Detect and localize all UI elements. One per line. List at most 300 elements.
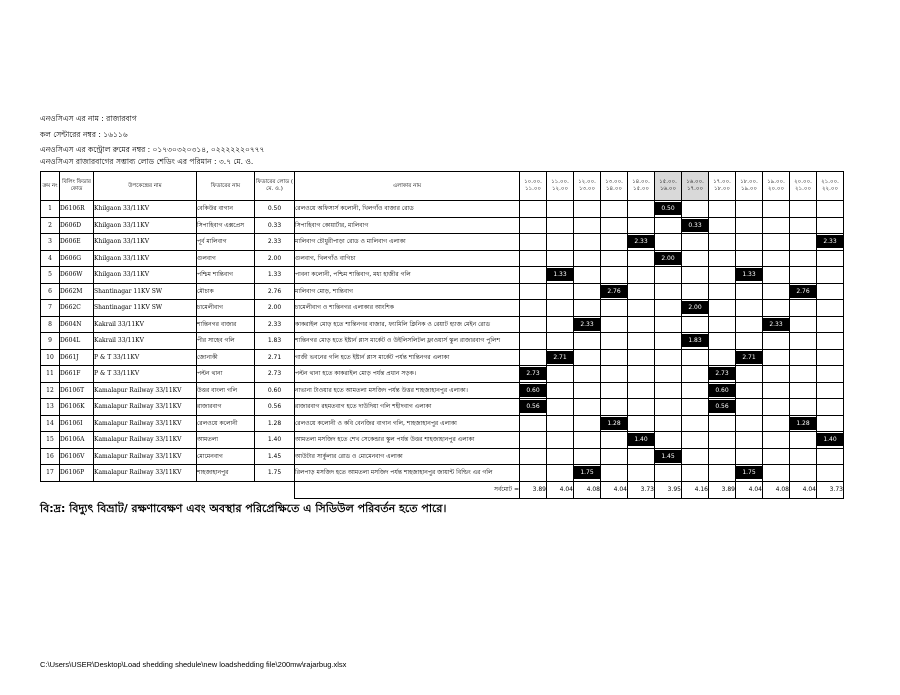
time-slot-cell <box>817 267 844 284</box>
header-time-slot <box>763 172 790 201</box>
header-time-slot <box>628 172 655 201</box>
time-slot-cell <box>763 349 790 366</box>
time-slot-cell <box>763 415 790 432</box>
time-slot-cell <box>790 316 817 333</box>
header-feeder-name: ফিডারের নাম <box>197 172 255 201</box>
time-slot-cell <box>817 250 844 267</box>
time-slot-cell <box>736 399 763 416</box>
area-cell: রাজারবাগ রহমতবাগ হতে দাউদিয়া গলি শহীদবাগ এলাকা <box>295 399 520 416</box>
time-slot-cell <box>574 382 601 399</box>
feeder-load-cell: 2.73 <box>255 366 295 383</box>
time-slot-cell <box>682 465 709 482</box>
time-slot-cell <box>763 283 790 300</box>
time-slot-cell <box>520 333 547 350</box>
serial-cell: 16 <box>41 448 60 465</box>
time-slot-cell <box>817 448 844 465</box>
total-label: সর্বমোট = <box>295 481 520 498</box>
feeder-load-cell: 0.50 <box>255 201 295 218</box>
feeder-code-cell: D6106V <box>60 448 94 465</box>
serial-cell: 3 <box>41 234 60 251</box>
area-cell: নাভানা টাওয়ার হতে আমতলা মসজিদ পর্যন্ত উত্তর শাহজাহানপুর এলাকা। <box>295 382 520 399</box>
substation-cell: Khilgaon 33/11KV <box>94 201 197 218</box>
substation-cell: Kakrail 33/11KV <box>94 316 197 333</box>
time-slot-cell <box>574 465 601 482</box>
time-slot-cell <box>628 415 655 432</box>
time-slot-cell <box>709 201 736 218</box>
time-slot-cell <box>574 267 601 284</box>
time-slot-cell <box>601 316 628 333</box>
time-slot-cell <box>763 201 790 218</box>
shedding-mark: 1.75 <box>574 466 600 479</box>
time-slot-cell <box>574 316 601 333</box>
feeder-name-cell: মোমেনবাগ <box>197 448 255 465</box>
feeder-load-cell: 2.71 <box>255 349 295 366</box>
serial-cell: 17 <box>41 465 60 482</box>
time-slot-cell <box>655 465 682 482</box>
shedding-mark: 1.45 <box>655 450 681 463</box>
header-time-slot <box>709 172 736 201</box>
shedding-mark: 0.50 <box>655 202 681 215</box>
feeder-name-cell: গুলবাগ <box>197 250 255 267</box>
feeder-load-cell: 2.00 <box>255 250 295 267</box>
substation-cell: Khilgaon 33/11KV <box>94 267 197 284</box>
total-value-cell: 4.08 <box>763 481 790 498</box>
shedding-mark: 1.28 <box>601 417 627 430</box>
time-slot-cell <box>628 382 655 399</box>
time-slot-cell <box>736 432 763 449</box>
time-slot-cell <box>709 432 736 449</box>
time-slot-cell <box>628 283 655 300</box>
substation-cell: Kamalapur Railway 33/11KV <box>94 448 197 465</box>
time-slot-cell <box>574 201 601 218</box>
time-slot-cell <box>601 399 628 416</box>
time-slot-cell <box>763 382 790 399</box>
header-feeder-code: বিলিং ফিডার কোড <box>60 172 94 201</box>
time-slot-cell <box>790 250 817 267</box>
shedding-mark: 2.33 <box>817 235 843 248</box>
feeder-code-cell: D6106K <box>60 399 94 416</box>
call-center-line: কল সেন্টারের নম্বর : ১৬১১৬ <box>40 130 128 139</box>
feeder-code-cell: D662C <box>60 300 94 317</box>
time-slot-cell <box>628 399 655 416</box>
shedding-mark: 2.00 <box>655 252 681 265</box>
time-slot-end: ১৮.০০ <box>713 186 731 192</box>
expected-loadshedding-line: এনওসিএস রাজারবাগের সম্ভাব্য লোড শেডিং এর পরিমান : ৩.৭ মে. ও. <box>40 157 254 166</box>
time-slot-cell <box>520 267 547 284</box>
time-slot-cell <box>520 217 547 234</box>
feeder-load-cell: 1.28 <box>255 415 295 432</box>
feeder-load-cell: 2.76 <box>255 283 295 300</box>
feeder-code-cell: D6106A <box>60 432 94 449</box>
time-slot-cell <box>628 366 655 383</box>
nocs-name-line: এনওসিএস এর নাম : রাজারবাগ <box>40 114 137 123</box>
time-slot-cell <box>520 201 547 218</box>
time-slot-cell <box>655 349 682 366</box>
schedule-change-note: বি:দ্র: বিদ্যুৎ বিভ্রাট/ রক্ষণাবেক্ষণ এবং অবস্থার পরিপ্রেক্ষিতে এ সিডিউল পরিবর্তন হতে পারে। <box>40 502 447 515</box>
time-slot-start: ১০.০০. <box>524 179 542 185</box>
substation-cell: Shantinagar 11KV SW <box>94 300 197 317</box>
time-slot-cell <box>574 250 601 267</box>
time-slot-cell <box>682 366 709 383</box>
substation-cell: Kamalapur Railway 33/11KV <box>94 465 197 482</box>
time-slot-cell <box>628 316 655 333</box>
time-slot-cell <box>520 382 547 399</box>
feeder-load-cell: 1.75 <box>255 465 295 482</box>
shedding-mark: 2.71 <box>736 351 762 364</box>
time-slot-cell <box>655 415 682 432</box>
time-slot-cell <box>709 217 736 234</box>
table-body <box>41 201 844 499</box>
time-slot-cell <box>736 300 763 317</box>
substation-cell: Khilgaon 33/11KV <box>94 217 197 234</box>
time-slot-cell <box>547 316 574 333</box>
time-slot-end: ১৬.০০ <box>659 186 677 192</box>
feeder-name-cell: রেলওয়ে কলোনী <box>197 415 255 432</box>
substation-cell: Khilgaon 33/11KV <box>94 234 197 251</box>
time-slot-cell <box>520 300 547 317</box>
time-slot-start: ২০.০০. <box>794 179 812 185</box>
time-slot-cell <box>817 382 844 399</box>
feeder-load-cell: 0.33 <box>255 217 295 234</box>
header-feeder-load: ফিডারের লোড ( মে. ও.) <box>255 172 295 201</box>
time-slot-cell <box>709 283 736 300</box>
shedding-mark: 0.60 <box>709 384 735 397</box>
time-slot-cell <box>601 267 628 284</box>
shedding-mark: 0.56 <box>709 400 735 413</box>
time-slot-cell <box>601 366 628 383</box>
time-slot-cell <box>628 201 655 218</box>
serial-cell: 6 <box>41 283 60 300</box>
serial-cell: 9 <box>41 333 60 350</box>
header-time-slot <box>574 172 601 201</box>
header-time-slot <box>601 172 628 201</box>
time-slot-cell <box>790 267 817 284</box>
header-area: এলাকার নাম <box>295 172 520 201</box>
time-slot-cell <box>817 316 844 333</box>
time-slot-cell <box>547 399 574 416</box>
total-value-cell: 4.04 <box>601 481 628 498</box>
time-slot-cell <box>628 250 655 267</box>
shedding-mark: 2.33 <box>628 235 654 248</box>
time-slot-end: ১২.০০ <box>551 186 569 192</box>
time-slot-cell <box>790 399 817 416</box>
total-value-cell: 3.89 <box>520 481 547 498</box>
time-slot-cell <box>790 382 817 399</box>
time-slot-end: ১৫.০০ <box>632 186 650 192</box>
table-row <box>41 399 844 416</box>
serial-cell: 13 <box>41 399 60 416</box>
substation-cell: Kamalapur Railway 33/11KV <box>94 415 197 432</box>
time-slot-cell <box>520 465 547 482</box>
time-slot-cell <box>655 283 682 300</box>
shedding-mark: 1.33 <box>547 268 573 281</box>
shedding-mark: 1.40 <box>817 433 843 446</box>
table-row <box>41 465 844 482</box>
area-cell: শান্তিনগর মোড় হতে ইষ্টার্ন প্লাস মার্কেট ও উইলিসলিটল ফ্লাওয়ার্স স্কুল রাজারবাগ পুলিশ <box>295 333 520 350</box>
time-slot-cell <box>682 217 709 234</box>
total-value-cell: 4.16 <box>682 481 709 498</box>
total-value-cell: 4.04 <box>736 481 763 498</box>
time-slot-cell <box>709 333 736 350</box>
time-slot-cell <box>790 366 817 383</box>
feeder-name-cell: আমতলা <box>197 432 255 449</box>
time-slot-cell <box>628 349 655 366</box>
time-slot-cell <box>574 415 601 432</box>
table-row <box>41 333 844 350</box>
time-slot-cell <box>709 300 736 317</box>
table-row <box>41 201 844 218</box>
time-slot-cell <box>763 267 790 284</box>
time-slot-cell <box>736 316 763 333</box>
time-slot-cell <box>574 349 601 366</box>
time-slot-cell <box>736 333 763 350</box>
time-slot-cell <box>520 283 547 300</box>
time-slot-cell <box>709 316 736 333</box>
time-slot-start: ১৩.০০. <box>605 179 623 185</box>
control-room-line: এনওসিএস এর কন্ট্রোল রুমের নম্বর : ০১৭৩০৩২০৩১৪, ০২২২২২২০৭৭৭ <box>40 145 265 154</box>
time-slot-cell <box>790 234 817 251</box>
time-slot-cell <box>763 448 790 465</box>
time-slot-cell <box>736 217 763 234</box>
time-slot-cell <box>790 349 817 366</box>
time-slot-end: ১৩.০০ <box>578 186 596 192</box>
time-slot-cell <box>655 234 682 251</box>
time-slot-cell <box>520 349 547 366</box>
shedding-mark: 2.71 <box>547 351 573 364</box>
substation-cell: Khilgaon 33/11KV <box>94 250 197 267</box>
table-row <box>41 217 844 234</box>
time-slot-cell <box>736 382 763 399</box>
time-slot-end: ১৪.০০ <box>605 186 623 192</box>
time-slot-cell <box>763 465 790 482</box>
time-slot-cell <box>817 234 844 251</box>
serial-cell: 2 <box>41 217 60 234</box>
time-slot-cell <box>736 201 763 218</box>
time-slot-cell <box>763 250 790 267</box>
time-slot-cell <box>790 432 817 449</box>
time-slot-cell <box>736 448 763 465</box>
time-slot-cell <box>601 333 628 350</box>
time-slot-cell <box>682 267 709 284</box>
time-slot-cell <box>655 250 682 267</box>
time-slot-cell <box>547 300 574 317</box>
shedding-mark: 2.33 <box>574 318 600 331</box>
shedding-mark: 1.28 <box>790 417 816 430</box>
time-slot-cell <box>628 217 655 234</box>
table-row <box>41 382 844 399</box>
time-slot-cell <box>601 283 628 300</box>
time-slot-cell <box>709 399 736 416</box>
time-slot-cell <box>520 399 547 416</box>
feeder-name-cell: পশ্চিম শান্তিবাগ <box>197 267 255 284</box>
time-slot-cell <box>574 234 601 251</box>
feeder-load-cell: 2.33 <box>255 316 295 333</box>
feeder-name-cell: চামেলীবাগ <box>197 300 255 317</box>
area-cell: আউটার সার্কুলার রোড ও মোমেনবাগ এলাকা <box>295 448 520 465</box>
feeder-code-cell: D6106P <box>60 465 94 482</box>
feeder-code-cell: D604N <box>60 316 94 333</box>
time-slot-start: ১৭.০০. <box>713 179 731 185</box>
feeder-name-cell: রাজারবাগ <box>197 399 255 416</box>
shedding-mark: 1.75 <box>736 466 762 479</box>
time-slot-cell <box>817 201 844 218</box>
time-slot-cell <box>520 250 547 267</box>
serial-cell: 12 <box>41 382 60 399</box>
serial-cell: 5 <box>41 267 60 284</box>
feeder-name-cell: শান্তিনগর বাজার <box>197 316 255 333</box>
time-slot-cell <box>547 267 574 284</box>
header-substation: উপকেন্দ্রের নাম <box>94 172 197 201</box>
table-row <box>41 234 844 251</box>
area-cell: গাজী ভবনের গলি হতে ইষ্টার্ন প্লাস মার্কেট পর্যন্ত শান্তিনগর এলাকা <box>295 349 520 366</box>
time-slot-cell <box>628 300 655 317</box>
time-slot-cell <box>547 349 574 366</box>
time-slot-cell <box>709 267 736 284</box>
header-serial: ক্রম নং <box>41 172 60 201</box>
total-value-cell: 4.04 <box>790 481 817 498</box>
feeder-code-cell: D661F <box>60 366 94 383</box>
time-slot-cell <box>547 432 574 449</box>
time-slot-cell <box>817 366 844 383</box>
time-slot-cell <box>709 234 736 251</box>
feeder-load-cell: 2.00 <box>255 300 295 317</box>
time-slot-start: ২১.০০. <box>821 179 839 185</box>
time-slot-cell <box>655 201 682 218</box>
header-time-slot <box>655 172 682 201</box>
time-slot-cell <box>763 366 790 383</box>
feeder-code-cell: D606G <box>60 250 94 267</box>
time-slot-cell <box>682 399 709 416</box>
feeder-load-cell: 1.45 <box>255 448 295 465</box>
time-slot-cell <box>547 448 574 465</box>
time-slot-cell <box>709 366 736 383</box>
time-slot-cell <box>628 333 655 350</box>
time-slot-cell <box>655 316 682 333</box>
area-cell: রিলপাড় মসজিদ হতে আমতলা মসজিদ পর্যন্ত শাহজাহানপুর জায়ান্ট বিল্ডিং এর গলি <box>295 465 520 482</box>
time-slot-cell <box>709 382 736 399</box>
feeder-name-cell: বেকিউর বাগান <box>197 201 255 218</box>
time-slot-cell <box>763 399 790 416</box>
table-row <box>41 366 844 383</box>
time-slot-cell <box>763 217 790 234</box>
substation-cell: Kakrail 33/11KV <box>94 333 197 350</box>
table-header-row <box>41 172 844 201</box>
time-slot-cell <box>547 250 574 267</box>
shedding-mark: 2.73 <box>520 367 546 380</box>
time-slot-cell <box>574 333 601 350</box>
time-slot-cell <box>628 448 655 465</box>
substation-cell: Kamalapur Railway 33/11KV <box>94 382 197 399</box>
feeder-name-cell: সিপাহিবাগ এক্সপ্রেস <box>197 217 255 234</box>
area-cell: রেলওয়ে কলোনী ও কবি বেনজির বাগান গলি, শাহজাহানপুর এলাকা <box>295 415 520 432</box>
header-time-slot <box>817 172 844 201</box>
time-slot-cell <box>574 283 601 300</box>
time-slot-start: ১১.০০. <box>551 179 569 185</box>
serial-cell: 4 <box>41 250 60 267</box>
time-slot-cell <box>790 333 817 350</box>
header-time-slot <box>547 172 574 201</box>
header-time-slot <box>682 172 709 201</box>
feeder-code-cell: D606E <box>60 234 94 251</box>
time-slot-cell <box>655 300 682 317</box>
shedding-mark: 2.76 <box>790 285 816 298</box>
feeder-load-cell: 1.33 <box>255 267 295 284</box>
time-slot-cell <box>682 415 709 432</box>
time-slot-cell <box>601 234 628 251</box>
header-time-slot <box>736 172 763 201</box>
feeder-name-cell: পল্টন থানা <box>197 366 255 383</box>
time-slot-cell <box>817 283 844 300</box>
time-slot-cell <box>709 250 736 267</box>
shedding-mark: 2.76 <box>601 285 627 298</box>
feeder-code-cell: D661J <box>60 349 94 366</box>
table-row <box>41 415 844 432</box>
time-slot-cell <box>790 201 817 218</box>
area-cell: রেলওয়ে অফিসার্স কলোনী, খিলগাঁও বাজার রোড <box>295 201 520 218</box>
time-slot-cell <box>601 382 628 399</box>
time-slot-end: ২০.০০ <box>767 186 785 192</box>
shedding-mark: 0.56 <box>520 400 546 413</box>
file-path-footer: C:\Users\USER\Desktop\Load shedding shedule\new loadshedding file\200mw\rajarbug.xlsx <box>40 660 347 669</box>
time-slot-cell <box>574 366 601 383</box>
time-slot-cell <box>682 382 709 399</box>
time-slot-cell <box>763 333 790 350</box>
time-slot-cell <box>817 399 844 416</box>
table-row <box>41 300 844 317</box>
time-slot-cell <box>736 415 763 432</box>
area-cell: চামেলীবাগ ও শান্তিনগর এলাকার আংশিক <box>295 300 520 317</box>
time-slot-cell <box>790 300 817 317</box>
total-value-cell: 4.08 <box>574 481 601 498</box>
feeder-code-cell: D6106T <box>60 382 94 399</box>
shedding-mark: 1.33 <box>736 268 762 281</box>
time-slot-cell <box>709 415 736 432</box>
feeder-code-cell: D6106R <box>60 201 94 218</box>
time-slot-cell <box>520 234 547 251</box>
header-time-slot <box>790 172 817 201</box>
feeder-name-cell: উত্তর বাংলা গলি <box>197 382 255 399</box>
serial-cell: 14 <box>41 415 60 432</box>
serial-cell: 11 <box>41 366 60 383</box>
feeder-name-cell: শাহজাহানপুর <box>197 465 255 482</box>
time-slot-cell <box>763 234 790 251</box>
time-slot-cell <box>601 300 628 317</box>
time-slot-cell <box>601 465 628 482</box>
time-slot-cell <box>574 300 601 317</box>
time-slot-cell <box>547 201 574 218</box>
substation-cell: Kamalapur Railway 33/11KV <box>94 399 197 416</box>
table-row <box>41 250 844 267</box>
time-slot-cell <box>790 465 817 482</box>
time-slot-end: ১৯.০০ <box>740 186 758 192</box>
time-slot-start: ১৪.০০. <box>632 179 650 185</box>
total-value-cell: 3.73 <box>628 481 655 498</box>
time-slot-cell <box>628 234 655 251</box>
time-slot-cell <box>736 283 763 300</box>
time-slot-start: ১২.০০. <box>578 179 596 185</box>
feeder-name-cell: মৌচাক <box>197 283 255 300</box>
table-row <box>41 267 844 284</box>
substation-cell: Kamalapur Railway 33/11KV <box>94 432 197 449</box>
time-slot-cell <box>574 432 601 449</box>
time-slot-cell <box>682 250 709 267</box>
feeder-load-cell: 0.60 <box>255 382 295 399</box>
feeder-name-cell: পীর সাহেব গলি <box>197 333 255 350</box>
time-slot-cell <box>601 201 628 218</box>
shedding-mark: 1.83 <box>682 334 708 347</box>
total-row <box>41 481 844 498</box>
serial-cell: 10 <box>41 349 60 366</box>
